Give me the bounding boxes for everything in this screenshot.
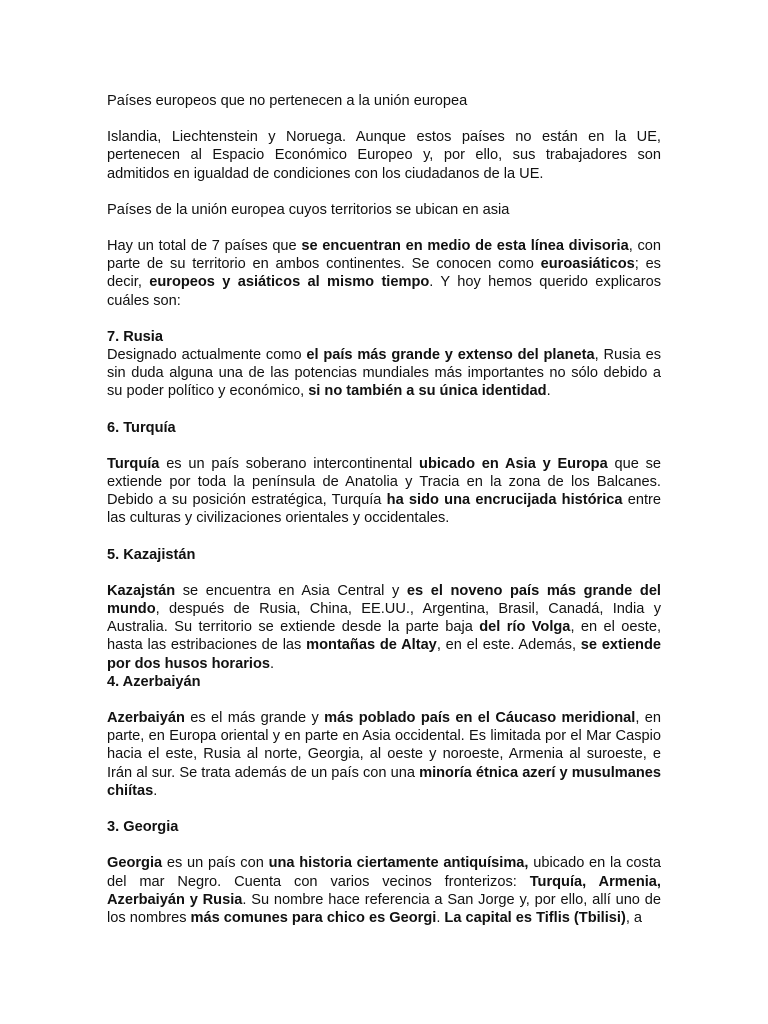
bold-text: ubicado en Asia y Europa xyxy=(419,455,608,472)
text: , con parte de su territorio en ambos continentes. Se conocen como xyxy=(107,238,661,273)
text: , en el este. Además, xyxy=(436,637,581,654)
paragraph-kazajistan xyxy=(107,582,661,673)
section-title-rusia: 7. Rusia xyxy=(107,328,163,345)
text: . Y hoy hemos querido explicaros cuáles son: xyxy=(107,274,661,309)
heading-non-eu-countries: Países europeos que no pertenecen a la unión europea xyxy=(107,93,468,109)
text: Designado actualmente como xyxy=(107,347,307,364)
paragraph-intro xyxy=(107,237,661,310)
text: , en parte, en Europa oriental y en parte en Asia occidental. Es limitada por el Mar Caspio hacia el este, Rusia al norte, Georgia, al oeste y noroeste, Armenia al suroeste, e Irán al sur. Se trata además de un país con una xyxy=(107,710,661,781)
bold-text: se extiende por dos husos horarios xyxy=(107,637,662,672)
text: ubicado en la costa del mar Negro. Cuenta con varios vecinos fronterizos: xyxy=(107,855,661,890)
paragraph-turquia xyxy=(107,455,661,528)
text: que se extiende por toda la península de Anatolia y Tracia en la zona de los Balcanes. Debido a su posición estratégica, Turquía xyxy=(107,455,661,509)
bold-text: ha sido una encrucijada histórica xyxy=(386,492,623,509)
heading-eu-asia-countries: Países de la unión europea cuyos territorios se ubican en asia xyxy=(107,201,510,218)
text: es un país con xyxy=(162,855,269,872)
text: es un país soberano intercontinental xyxy=(159,455,420,472)
bold-text: europeos y asiáticos al mismo tiempo xyxy=(149,274,430,291)
bold-text: euroasiáticos xyxy=(540,256,635,273)
text: entre las culturas y civilizaciones orientales y occidentales. xyxy=(107,492,662,527)
text: . xyxy=(153,782,158,799)
text: , en el oeste, hasta las estribaciones de las xyxy=(107,619,662,654)
text: . xyxy=(269,655,275,672)
bold-text: Kazajstán xyxy=(107,582,176,599)
paragraph-georgia xyxy=(107,854,661,927)
paragraph-eea-countries: Islandia, Liechtenstein y Noruega. Aunque estos países no están en la UE, pertenecen al Espacio Económico Europeo y, por ello, sus trabajadores son admitidos en igualdad de condiciones con los ciudadanos de la UE. xyxy=(107,129,661,182)
section-title-georgia: 3. Georgia xyxy=(107,819,179,836)
bold-text: si no también a su única identidad xyxy=(308,383,547,400)
text: . xyxy=(436,909,445,926)
text: , a xyxy=(625,909,643,926)
bold-text: más poblado país en el Cáucaso meridional xyxy=(324,710,636,727)
paragraph-rusia xyxy=(107,346,661,401)
bold-text: se encuentran en medio de esta línea divisoria xyxy=(301,238,629,255)
bold-text: más comunes para chico es Georgi xyxy=(190,909,437,926)
bold-text: La capital es Tiflis (Tbilisi) xyxy=(444,909,626,926)
bold-text: Turquía, Armenia, Azerbaiyán y Rusia xyxy=(107,873,661,908)
section-title-turquia: 6. Turquía xyxy=(107,419,176,436)
document-body xyxy=(107,92,661,927)
text: . Su nombre hace referencia a San Jorge y, por ello, allí uno de los nombres xyxy=(107,891,661,926)
paragraph-azerbaiyan xyxy=(107,709,661,800)
bold-text: Georgia xyxy=(107,855,163,872)
text: es el más grande y xyxy=(184,710,325,727)
text: , Rusia es sin duda alguna una de las potencias mundiales más importantes no sólo debido a su poder político y económico, xyxy=(107,347,661,400)
text: , después de Rusia, China, EE.UU., Argentina, Brasil, Canadá, India y Australia. Su territorio se extiende desde la parte baja xyxy=(107,601,661,636)
text: se encuentra en Asia Central y xyxy=(175,582,407,599)
text: Hay un total de 7 países que xyxy=(107,238,302,255)
bold-text: el país más grande y extenso del planeta xyxy=(306,347,595,364)
bold-text: del río Volga xyxy=(479,619,571,636)
bold-text: montañas de Altay xyxy=(306,637,437,654)
bold-text: una historia ciertamente antiquísima, xyxy=(268,855,529,872)
text: ; es decir, xyxy=(107,256,661,291)
bold-text: Turquía xyxy=(107,455,160,472)
section-title-azerbaiyan: 4. Azerbaiyán xyxy=(107,673,201,690)
bold-text: minoría étnica azerí y musulmanes chiítas xyxy=(107,764,661,799)
text: . xyxy=(546,383,551,400)
section-title-kazajistan: 5. Kazajistán xyxy=(107,546,196,563)
bold-text: Azerbaiyán xyxy=(107,710,185,727)
bold-text: es el noveno país más grande del mundo xyxy=(107,582,661,618)
